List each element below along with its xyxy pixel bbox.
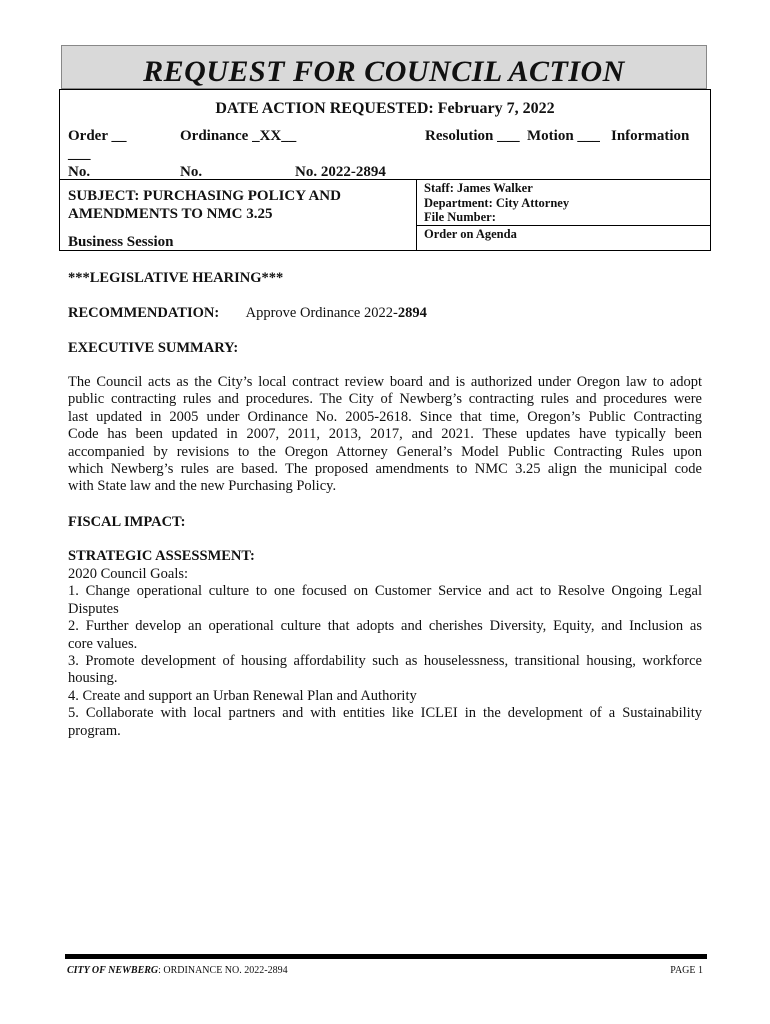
document-title-banner [61, 45, 707, 89]
department: Department: City Attorney [424, 196, 570, 210]
goal-line: 1. Change operational culture to one focused on Customer Service and act to Resolve Ongoing Legal [68, 583, 702, 600]
strategic-assessment-heading: STRATEGIC ASSESSMENT: [68, 548, 255, 564]
summary-line: accompanied by revisions to the Oregon Attorney General’s Model Public Contracting Rules upon [68, 443, 702, 460]
date-action-requested: DATE ACTION REQUESTED: February 7, 2022 [215, 100, 555, 117]
footer-city: CITY OF NEWBERG [67, 965, 159, 976]
goal-line: Disputes [68, 600, 119, 617]
ordinance-label: Ordinance _XX__ [180, 128, 297, 144]
resolution-label: Resolution ___ [425, 128, 520, 144]
executive-summary-text [68, 374, 702, 496]
ordinance-no-label: No. [180, 164, 203, 180]
header-box [59, 89, 711, 251]
recommendation-text: Approve Ordinance 2022- [245, 305, 398, 321]
subject-line-1: SUBJECT: PURCHASING POLICY AND [68, 188, 341, 204]
subject-line-2: AMENDMENTS TO NMC 3.25 [68, 206, 273, 222]
goal-line: program. [68, 722, 121, 739]
order-on-agenda: Order on Agenda [424, 227, 517, 241]
ordinance-number: No. 2022-2894 [295, 164, 386, 180]
staff-name: Staff: James Walker [424, 181, 533, 195]
summary-line: Code has been updated in 2007, 2011, 2013, 2017, and 2021. These updates have typically been [68, 426, 702, 443]
summary-line: with State law and the new Purchasing Policy. [68, 478, 337, 495]
recommendation-number: 2894 [397, 305, 427, 321]
council-goals-subheading: 2020 Council Goals: [68, 566, 189, 582]
goal-line: 3. Promote development of housing affordability such as houselessness, transitional housing, workforce [68, 653, 702, 670]
header-divider [60, 179, 710, 180]
goal-line: 2. Further develop an operational culture that adopts and cherishes Diversity, Equity, and Inclusion as [68, 618, 702, 635]
summary-line: public contracting rules and procedures. The City of Newberg’s contracting rules and procedures were [68, 391, 702, 408]
goal-line: 4. Create and support an Urban Renewal Plan and Authority [68, 687, 417, 704]
order-label: Order __ [68, 128, 127, 144]
file-number: File Number: [424, 210, 496, 224]
fiscal-impact-heading: FISCAL IMPACT: [68, 514, 186, 530]
summary-line: which Newberg’s rules are based. The proposed amendments to NMC 3.25 align the municipal code [68, 461, 702, 478]
footer-rule [65, 954, 707, 959]
session-type: Business Session [68, 234, 174, 250]
executive-summary-heading: EXECUTIVE SUMMARY: [68, 340, 239, 356]
goal-line: 5. Collaborate with local partners and with entities like ICLEI in the development of a Sustainability [68, 705, 702, 722]
header-column-divider [416, 179, 417, 250]
document-title: REQUEST FOR COUNCIL ACTION [143, 55, 625, 88]
footer-left [67, 965, 288, 976]
footer-ordinance: : ORDINANCE NO. 2022-2894 [158, 965, 288, 976]
legislative-hearing: ***LEGISLATIVE HEARING*** [68, 270, 284, 286]
footer-page-number: PAGE 1 [670, 965, 703, 976]
recommendation-line [68, 305, 702, 322]
goal-line: housing. [68, 670, 118, 687]
goal-line: core values. [68, 635, 138, 652]
summary-line: The Council acts as the City’s local contract review board and is authorized under Oregon law to adopt [68, 374, 702, 390]
information-label: Information [611, 128, 690, 144]
order-no-label: No. [68, 164, 91, 180]
summary-line: last updated in 2005 under Ordinance No. 2005-2618. Since that time, Oregon’s Public Contracting [68, 408, 702, 425]
motion-label: Motion ___ [527, 128, 600, 144]
strategic-assessment-text [68, 566, 702, 740]
recommendation-label: RECOMMENDATION: [68, 305, 220, 321]
order-underscore: ___ [68, 146, 91, 162]
agenda-divider [416, 225, 710, 226]
